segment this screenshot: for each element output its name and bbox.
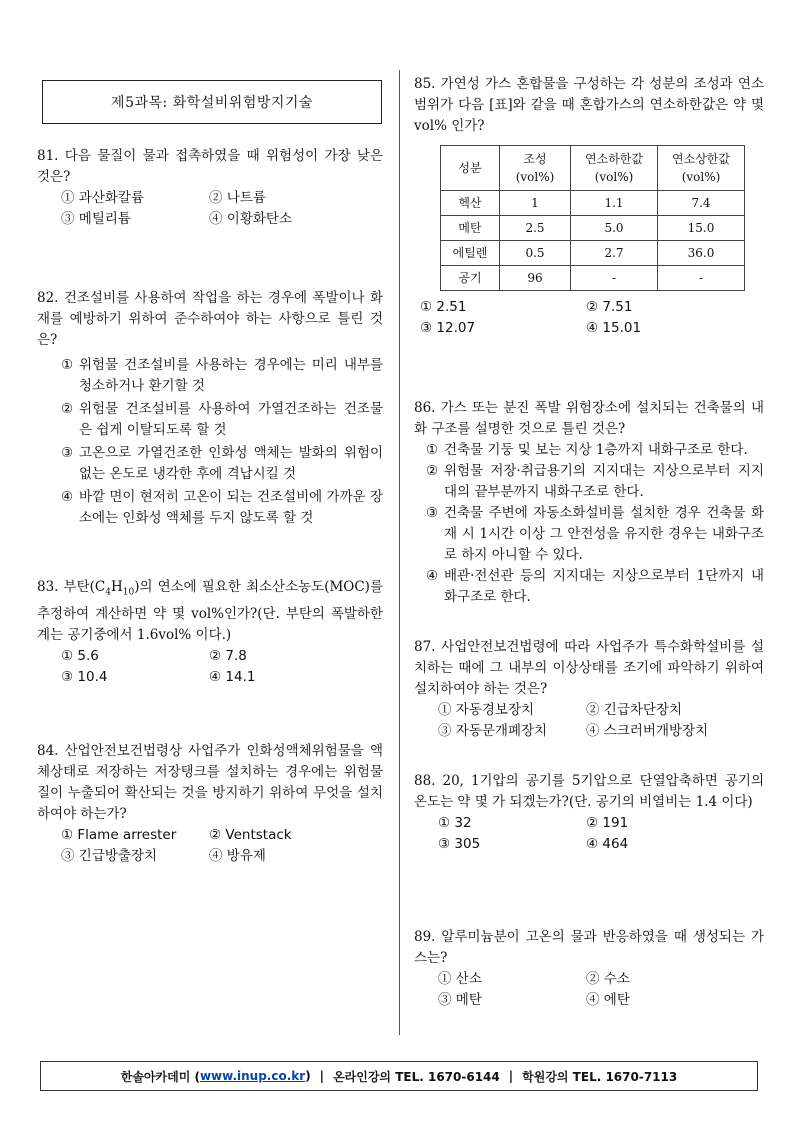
question-88-options	[438, 813, 764, 855]
subject-title: 제5과목: 화학설비위험방지기술	[111, 95, 313, 111]
question-85-options	[420, 297, 764, 339]
option[interactable]: ② 나트륨	[209, 190, 266, 206]
option[interactable]: ③ 10.4	[61, 668, 108, 685]
question-85	[414, 74, 764, 339]
footer-bar: 한솔아카데미 ( www.inup.co.kr ) | 온라인강의 TEL. 1670-6144 | 학원강의 TEL. 1670-7113	[40, 1061, 758, 1091]
table-row: 에틸렌 0.5 2.7 36.0	[441, 241, 745, 266]
question-81-text: 81. 다음 물질이 물과 접촉하였을 때 위험성이 가장 낮은 것은?	[37, 148, 383, 185]
option[interactable]: ② 긴급차단장치	[586, 702, 683, 718]
question-86-options	[426, 440, 764, 608]
question-84-options	[61, 825, 383, 867]
question-84-text: 84. 산업안전보건법령상 사업주가 인화성액체위험물을 액체상태로 저장하는 저장탱크를 설치하는 경우에는 위험물질이 누출되어 확산되는 것을 방지하기 위하여 무엇을 설치하여야 하는가?	[37, 743, 383, 822]
footer-online-phone: 온라인강의 TEL. 1670-6144	[333, 1069, 500, 1084]
option[interactable]: ② 위험물 저장·취급용기의 지지대는 지상으로부터 지지대의 끝부분까지 내화구조로 한다.	[426, 463, 764, 500]
option[interactable]: ③ 메탄	[438, 992, 482, 1008]
footer-academy: 한솔아카데미 (	[120, 1069, 200, 1084]
option[interactable]: ② 위험물 건조설비를 사용하여 가열건조하는 건조물은 쉽게 이탈되도록 할 것	[61, 401, 383, 438]
question-83-options	[61, 646, 383, 688]
question-86-text: 86. 가스 또는 분진 폭발 위험장소에 설치되는 건축물의 내화 구조를 설명한 것으로 틀린 것은?	[414, 400, 764, 437]
option[interactable]: ④ 배관·전선관 등의 지지대는 지상으로부터 1단까지 내화구조로 한다.	[426, 568, 764, 605]
option[interactable]: ① 32	[438, 815, 472, 831]
question-81-options	[61, 188, 383, 230]
question-83-text: 83. 부탄$(C_4H_{10})$의 연소에 필요한 최소산소농도(MOC)를 추정하여 계산하면 약 몇 vol%인가?(단. 부탄의 폭발하한계는 공기중에서 1.6vol% 이다.)	[37, 579, 383, 643]
question-85-text: 85. 가연성 가스 혼합물을 구성하는 각 성분의 조성과 연소범위가 다음 [표]와 같을 때 혼합가스의 연소하한값은 약 몇 vol% 인가?	[414, 76, 764, 134]
footer-separator: |	[319, 1069, 325, 1083]
column-divider	[399, 70, 400, 1035]
question-89-options	[438, 969, 764, 1011]
option[interactable]: ④ 방유제	[209, 848, 266, 864]
question-81	[37, 146, 383, 230]
option[interactable]: ① 과산화칼륨	[61, 190, 144, 206]
question-88-text: 88. 20, 1기압의 공기를 5기압으로 단열압축하면 공기의 온도는 약 몇 가 되겠는가?(단. 공기의 비열비는 1.4 이다)	[414, 773, 764, 810]
question-83	[37, 577, 383, 688]
footer-offline-phone: 학원강의 TEL. 1670-7113	[522, 1069, 678, 1084]
footer-url-link[interactable]: www.inup.co.kr	[199, 1069, 306, 1083]
option[interactable]: ② 수소	[586, 971, 630, 987]
option[interactable]: ② 191	[586, 815, 629, 831]
question-82-options	[61, 355, 383, 529]
option[interactable]: ④ 464	[586, 836, 629, 852]
table-row: 공기 96 - -	[441, 266, 745, 291]
table-header: 연소하한값 (vol%)	[571, 146, 658, 191]
option[interactable]: ③ 건축물 주변에 자동소화설비를 설치한 경우 건축물 화재 시 1시간 이상 그 안전성을 유지한 경우는 내화구조로 하지 아니할 수 있다.	[426, 505, 764, 563]
option[interactable]: ② 7.8	[209, 647, 247, 664]
table-header-row	[441, 146, 745, 191]
option[interactable]: ① Flame arrester	[61, 827, 177, 843]
table-header: 연소상한값 (vol%)	[658, 146, 745, 191]
option[interactable]: ③ 305	[438, 836, 481, 852]
table-header: 성분	[441, 146, 500, 191]
option[interactable]: ③ 고온으로 가열건조한 인화성 액체는 발화의 위험이 없는 온도로 냉각한 후에 격납시킬 것	[61, 445, 383, 482]
option[interactable]: ① 5.6	[61, 647, 99, 664]
option[interactable]: ③ 긴급방출장치	[61, 848, 158, 864]
option[interactable]: ① 2.51	[420, 299, 467, 315]
option[interactable]: ② Ventstack	[209, 827, 292, 843]
option[interactable]: ① 위험물 건조설비를 사용하는 경우에는 미리 내부를 청소하거나 환기할 것	[61, 357, 383, 394]
option[interactable]: ④ 스크러버개방장치	[586, 723, 709, 739]
option[interactable]: ④ 15.01	[586, 320, 642, 336]
option[interactable]: ③ 메틸리튬	[61, 211, 131, 227]
question-82-text: 82. 건조설비를 사용하여 작업을 하는 경우에 폭발이나 화재를 예방하기 위하여 준수하여야 하는 사항으로 틀린 것은?	[37, 290, 383, 348]
question-82	[37, 288, 383, 529]
option[interactable]: ② 7.51	[586, 299, 633, 315]
option[interactable]: ④ 이황화탄소	[209, 211, 292, 227]
subject-title-box	[42, 80, 382, 124]
footer-separator: |	[508, 1069, 514, 1083]
option[interactable]: ③ 자동문개폐장치	[438, 723, 548, 739]
question-89	[414, 927, 764, 1011]
option[interactable]: ① 산소	[438, 971, 482, 987]
question-84	[37, 741, 383, 867]
option[interactable]: ④ 14.1	[209, 668, 256, 685]
question-87-text: 87. 사업안전보건법령에 따라 사업주가 특수화학설비를 설치하는 때에 그 내부의 이상상태를 조기에 파악하기 위하여 설치하여야 하는 것은?	[414, 639, 764, 697]
question-87-options	[438, 700, 764, 742]
table-row: 헥산 1 1.1 7.4	[441, 191, 745, 216]
question-89-text: 89. 알루미늄분이 고온의 물과 반응하였을 때 생성되는 가스는?	[414, 929, 764, 966]
option[interactable]: ④ 바깥 면이 현저히 고온이 되는 건조설비에 가까운 장소에는 인화성 액체를 두지 않도록 할 것	[61, 489, 383, 526]
question-87	[414, 637, 764, 742]
table-header: 조성 (vol%)	[500, 146, 571, 191]
option[interactable]: ④ 에탄	[586, 992, 630, 1008]
option[interactable]: ① 자동경보장치	[438, 702, 535, 718]
option[interactable]: ① 건축물 기둥 및 보는 지상 1층까지 내화구조로 한다.	[426, 442, 748, 458]
option[interactable]: ③ 12.07	[420, 320, 476, 336]
question-86	[414, 398, 764, 608]
composition-table	[440, 145, 745, 291]
question-88	[414, 771, 764, 855]
table-row: 메탄 2.5 5.0 15.0	[441, 216, 745, 241]
